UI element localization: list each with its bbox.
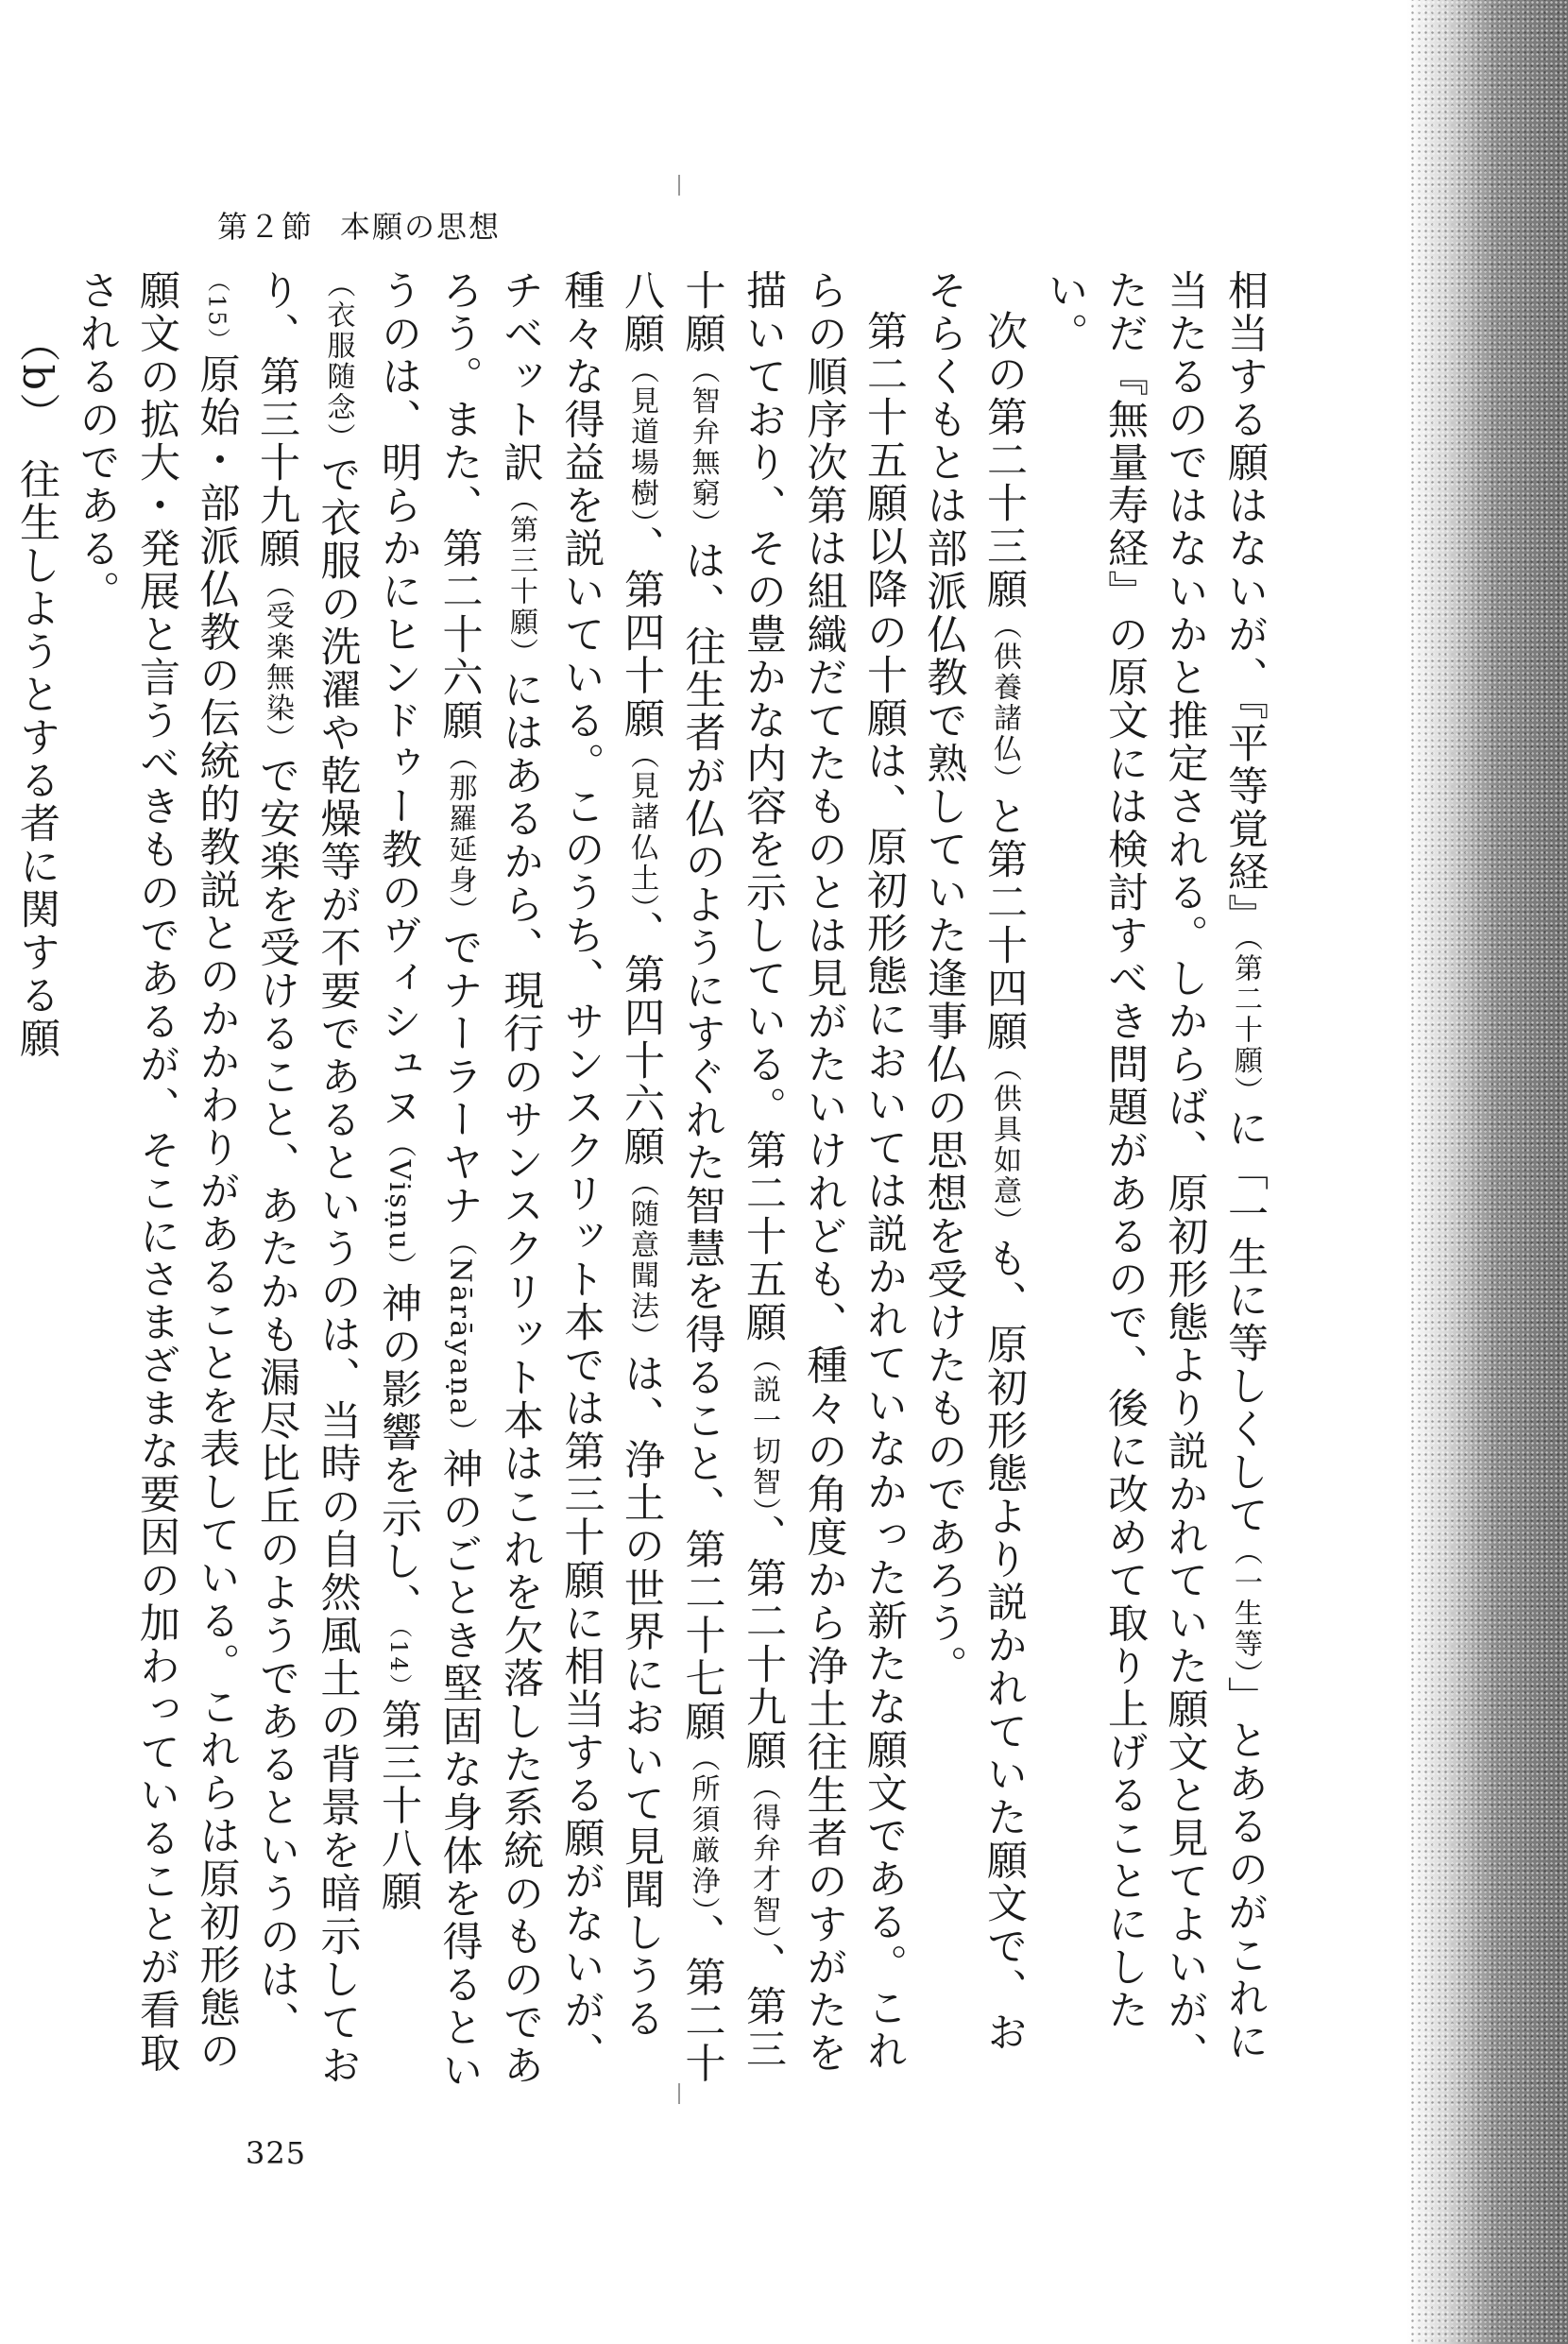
text-run: 、第三十願: [678, 269, 787, 2071]
running-header: [217, 203, 501, 247]
paragraph-1: [1034, 269, 1275, 2093]
scan-edge-noise: [1407, 0, 1568, 2344]
text-run: に「一生に等しくして: [1221, 1106, 1269, 1537]
vertical-body-text: [13, 269, 1275, 2093]
inline-note: （第三十願）: [504, 484, 537, 669]
scan-mark: [678, 175, 680, 196]
inline-note: （所須厳浄）: [686, 1743, 720, 1913]
text-run: は、浄土の世界において見聞しうる種々な得益を説いている。このうち、サンスクリット本では第三十願に相当する願がないが、チベット訳: [497, 269, 665, 2075]
footnote-ref: （15）: [203, 269, 230, 353]
inline-note: （供養諸仏）: [988, 610, 1021, 796]
inline-note: （一生等）: [1229, 1536, 1262, 1676]
text-run: 相当する願はないが、『平等覚経』: [1221, 269, 1269, 937]
section-number: 第２節: [217, 209, 315, 245]
text-run: 原始・部派仏教の伝統的教説とのかかわりがあることを表している。これらは原初形態の願文の拡大・発展と言うべきものであるが、そこにさまざまな要因の加わっていることが看取されるのである。: [73, 269, 241, 2075]
section-title: 本願の思想: [340, 209, 502, 245]
text-run: 神のごとき堅固な身体を得るというのは、明らかにヒンドゥー教のヴィシュヌ: [375, 269, 484, 2093]
text-run: 第三十八願: [375, 1698, 422, 1914]
text-run: 神の影響を示し、: [375, 1282, 422, 1627]
inline-note: （Nārāyaṇa）: [443, 1227, 477, 1448]
text-run: は、往生者が仏のようにすぐれた智慧を得ること、第二十七願: [678, 539, 726, 1743]
text-run: にはあるから、現行のサンスクリット本はこれを欠落した系統のものであろう。また、第二十六願: [435, 269, 544, 2087]
inline-note: （智弁無窮）: [686, 355, 720, 539]
inline-note: （衣服随念）: [321, 269, 355, 453]
text-run: も、原初形態より説かれていた願文で、おそらくもとは部派仏教で熟していた逢事仏の思想を受けたものであろう。: [920, 269, 1028, 2054]
inline-note: （第二十願）: [1229, 936, 1262, 1107]
inline-note: （見諸仏土）: [625, 740, 658, 911]
inline-note: （Viṣṇu）: [383, 1129, 416, 1283]
text-run: で衣服の洗濯や乾燥等が不要であるというのは、当時の自然風土の背景を暗示しており、第三十九願: [253, 269, 362, 2087]
text-run: 」とあるのがこれに当たるのではないかと推定される。しからば、原初形態より説かれていた願文と見てよいが、ただ『無量寿経』の原文には検討すべき問題があるので、後に改めて取り上げることにしたい。: [1041, 269, 1269, 2075]
text-run: 、第二十九願: [740, 1514, 787, 1772]
inline-note: （随意聞法）: [625, 1168, 658, 1353]
inline-note: （説一切智）: [747, 1343, 780, 1514]
text-run: でナーラーヤナ: [435, 926, 484, 1227]
inline-note: （供具如意）: [988, 1052, 1021, 1238]
footnote-ref: （14）: [385, 1626, 412, 1699]
text-run: 第二十五願以降の十願は、原初形態においては説かれていなかった新たな願文である。これらの順序次第は組織だてたものとは見がたいけれども、種々の角度から浄土往生者のすがたを描いており、その豊かな内容を示している。第二十五願: [740, 269, 908, 2075]
inline-note: （得弁才智）: [747, 1771, 780, 1942]
text-run: で安楽を受けること、あたかも漏尽比丘のようであるというのは、: [253, 754, 300, 2045]
inline-note: （見道場樹）: [625, 355, 658, 525]
text-run: 次の第二十三願: [980, 310, 1028, 611]
inline-note: （受楽無染）: [261, 570, 294, 755]
page-number: 325: [246, 2135, 307, 2171]
text-run: 、第四十願: [618, 525, 665, 741]
paragraph-2: [913, 269, 1034, 2093]
text-run: と第二十四願: [980, 795, 1028, 1053]
inline-note: （那羅延身）: [443, 742, 477, 927]
subsection-heading: （b） 往生しようとする者に関する願: [13, 321, 60, 1061]
text-run: 、第二十八願: [618, 269, 726, 2085]
text-run: 、第四十六願: [618, 910, 665, 1169]
paragraph-4: [0, 269, 7, 2093]
paragraph-3: [66, 269, 913, 2093]
